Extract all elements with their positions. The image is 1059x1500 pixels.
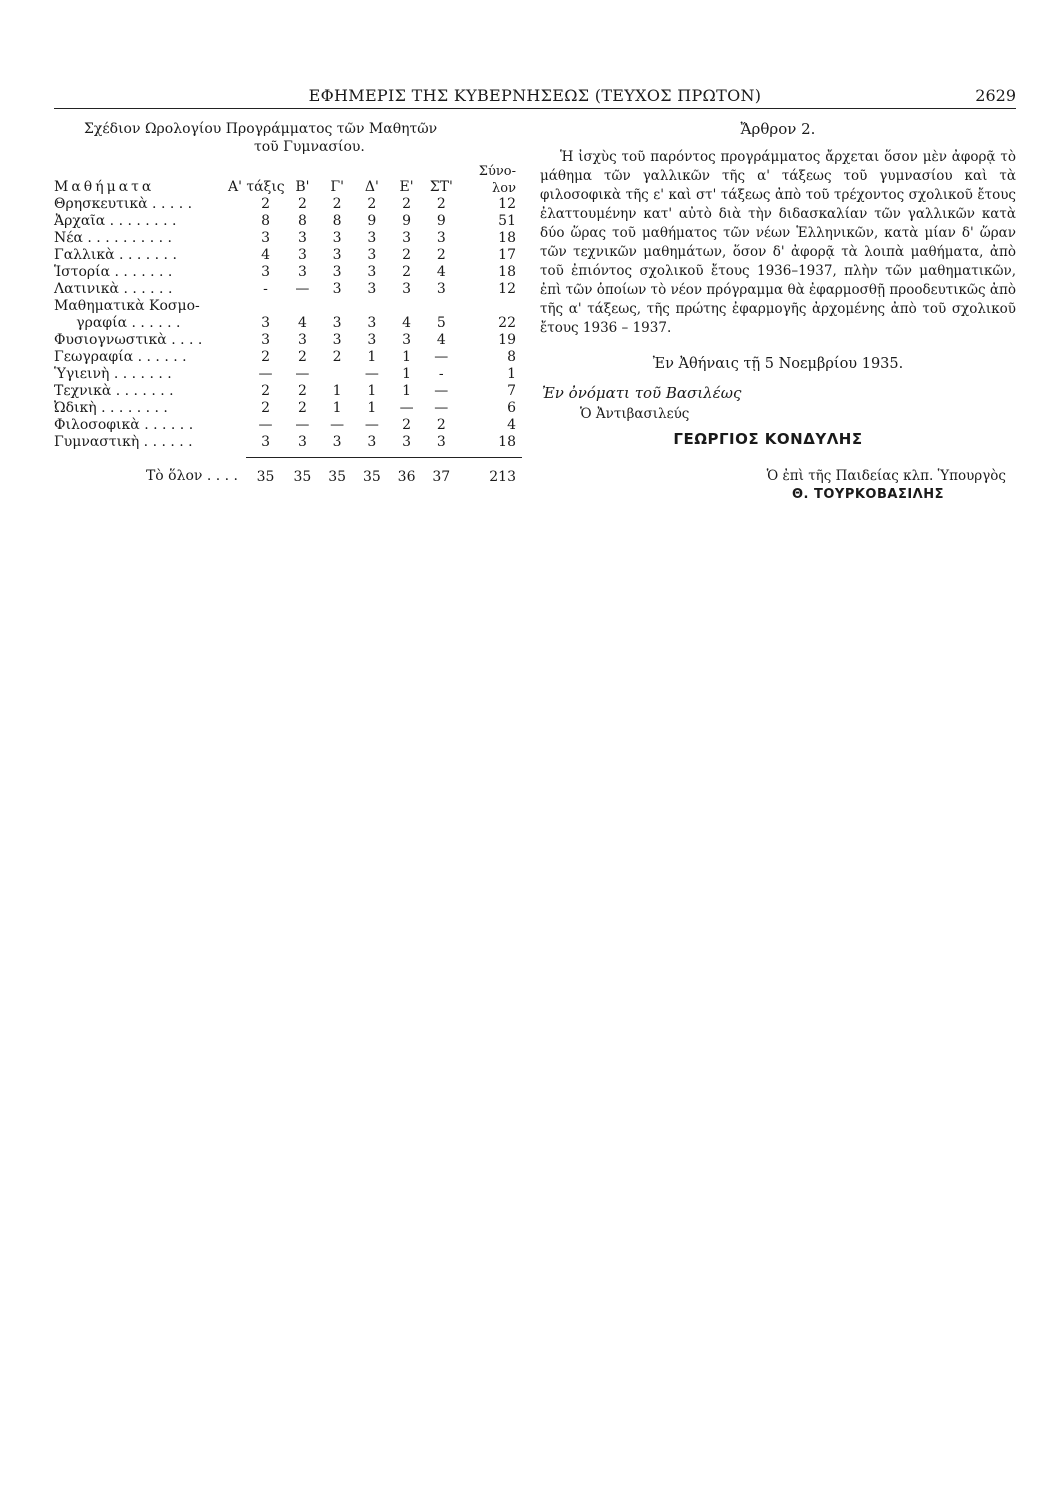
hours-cell: 9 <box>436 213 446 229</box>
hours-cell: 3 <box>332 434 342 450</box>
schedule-title-line2: τοῦ Γυμνασίου. <box>254 139 365 155</box>
hours-cell: 4 <box>402 315 412 331</box>
schedule-table <box>54 162 522 488</box>
hours-cell: — <box>434 349 449 365</box>
gazette-title: ΕΦΗΜΕΡΙΣ ΤΗΣ ΚΥΒΕΡΝΗΣΕΩΣ (ΤΕΥΧΟΣ ΠΡΩΤΟΝ) <box>308 86 762 105</box>
class-label: τάξις <box>246 179 285 195</box>
hours-cell: 1 <box>367 400 377 416</box>
row-total-cell: 1 <box>507 366 516 382</box>
hours-cell: 2 <box>261 349 270 365</box>
row-total-cell: 18 <box>498 230 516 246</box>
hours-cell: 2 <box>402 264 412 280</box>
hours-cell: 3 <box>332 230 342 246</box>
table-row <box>54 366 522 383</box>
class-header: Ε' <box>399 179 414 195</box>
hours-cell: — <box>434 383 449 399</box>
page-number: 2629 <box>975 86 1016 105</box>
hours-cell: — <box>364 417 379 433</box>
row-total-cell: 22 <box>498 315 516 331</box>
schedule-title <box>54 120 524 156</box>
row-total-cell: 18 <box>498 264 516 280</box>
hours-cell: - <box>263 281 268 297</box>
hours-cell: 2 <box>297 196 307 212</box>
hours-cell: 3 <box>402 230 412 246</box>
hours-cell: 3 <box>367 434 377 450</box>
hours-cell: 2 <box>402 247 412 263</box>
hours-cell: — <box>295 417 310 433</box>
table-row <box>54 213 522 230</box>
subject-cell: Ὠδικὴ . . . . . . . . <box>54 400 168 416</box>
row-total-cell: 51 <box>498 213 516 229</box>
hours-cell: 4 <box>436 332 446 348</box>
hours-cell: 3 <box>367 230 377 246</box>
table-row <box>54 315 522 332</box>
total-cell: 35 <box>293 468 312 485</box>
hours-cell: 3 <box>367 332 377 348</box>
hours-cell <box>424 298 459 315</box>
hours-cell: 3 <box>367 315 377 331</box>
hours-cell: 1 <box>402 349 412 365</box>
hours-cell: 1 <box>402 383 412 399</box>
regent-title: Ὁ Ἀντιβασιλεύς <box>580 406 690 422</box>
hours-cell <box>320 366 355 383</box>
hours-cell: — <box>258 366 273 382</box>
hours-cell <box>320 298 355 315</box>
hours-cell: 2 <box>402 196 412 212</box>
regent-name: ΓΕΩΡΓΙΟΣ ΚΟΝΔΥΛΗΣ <box>673 430 863 448</box>
table-row <box>54 230 522 247</box>
hours-cell: 3 <box>297 434 307 450</box>
total-cell: 35 <box>362 468 381 485</box>
total-cell: 37 <box>432 468 451 485</box>
table-row <box>54 383 522 400</box>
hours-cell: 1 <box>332 400 342 416</box>
hours-cell: 2 <box>332 349 342 365</box>
table-row <box>54 417 522 434</box>
hours-cell: 9 <box>402 213 412 229</box>
grand-total: 213 <box>489 468 516 485</box>
hours-cell: 3 <box>332 315 342 331</box>
subject-cell: Νέα . . . . . . . . . . <box>54 230 172 246</box>
hours-cell: 3 <box>332 281 342 297</box>
hours-cell <box>355 298 390 315</box>
king-line: Ἐν ὀνόματι τοῦ Βασιλέως <box>542 384 742 402</box>
table-row <box>54 281 522 298</box>
subject-cell: Γαλλικὰ . . . . . . . <box>54 247 177 263</box>
schedule-section <box>54 120 524 488</box>
hours-cell: 8 <box>261 213 270 229</box>
total-header-line1: Σύνο- <box>478 164 516 179</box>
hours-cell: 3 <box>297 230 307 246</box>
hours-cell: 3 <box>367 264 377 280</box>
hours-cell: 2 <box>297 400 307 416</box>
hours-cell: 2 <box>402 417 412 433</box>
hours-cell: 2 <box>261 383 270 399</box>
row-total-cell: 8 <box>507 349 516 365</box>
table-row <box>54 332 522 349</box>
hours-cell: 3 <box>436 281 446 297</box>
class-header: Δ' <box>364 179 379 195</box>
row-total-cell: 12 <box>498 196 516 212</box>
hours-cell: — <box>295 281 310 297</box>
table-row <box>54 264 522 281</box>
total-header-line2: λον <box>492 181 516 196</box>
subject-cell: Ἀρχαῖα . . . . . . . . <box>54 213 177 229</box>
hours-cell: 3 <box>261 332 270 348</box>
row-total-cell <box>459 298 522 315</box>
article-heading: Ἄρθρον 2. <box>740 120 816 138</box>
subject-cell: Γεωγραφία . . . . . . <box>54 349 187 365</box>
hours-cell: 2 <box>436 417 446 433</box>
subjects-header: Μαθήματα <box>54 179 155 195</box>
hours-cell: 9 <box>367 213 377 229</box>
subject-cell: γραφία . . . . . . <box>54 315 181 331</box>
date-line: Ἐν Ἀθήναις τῇ 5 Νοεμβρίου 1935. <box>652 356 904 372</box>
class-header: Γ' <box>330 179 344 195</box>
hours-cell: — <box>399 400 414 416</box>
hours-cell: 2 <box>261 400 270 416</box>
subject-cell: Θρησκευτικὰ . . . . . <box>54 196 193 212</box>
hours-cell: 3 <box>297 247 307 263</box>
hours-cell: 4 <box>261 247 270 263</box>
hours-cell: 2 <box>367 196 377 212</box>
row-total-cell: 6 <box>507 400 516 416</box>
hours-cell: 3 <box>402 434 412 450</box>
hours-cell: 3 <box>367 247 377 263</box>
minister-title: Ὁ ἐπὶ τῆς Παιδείας κλπ. Ὑπουργὸς <box>766 468 1006 484</box>
hours-cell: 8 <box>332 213 342 229</box>
hours-cell: 3 <box>261 230 270 246</box>
hours-cell: 1 <box>367 349 377 365</box>
subject-cell: Φιλοσοφικὰ . . . . . . <box>54 417 194 433</box>
hours-cell: 2 <box>297 383 307 399</box>
subject-cell: Λατινικὰ . . . . . . <box>54 281 173 297</box>
hours-cell: 3 <box>436 230 446 246</box>
schedule-rows <box>54 196 522 451</box>
table-row <box>54 434 522 451</box>
hours-cell: 3 <box>297 264 307 280</box>
table-row <box>54 247 522 264</box>
hours-cell: 3 <box>402 281 412 297</box>
hours-cell: 2 <box>261 196 270 212</box>
minister-name: Θ. ΤΟΥΡΚΟΒΑΣΙΛΗΣ <box>791 487 944 502</box>
table-row <box>54 400 522 417</box>
subject-cell: Τεχνικὰ . . . . . . . <box>54 383 174 399</box>
hours-cell: — <box>258 417 273 433</box>
hours-cell: 2 <box>297 349 307 365</box>
hours-cell: 3 <box>261 434 270 450</box>
total-cell: 36 <box>397 468 416 485</box>
hours-cell: 1 <box>332 383 342 399</box>
hours-cell: 3 <box>261 264 270 280</box>
row-total-cell: 7 <box>507 383 516 399</box>
total-cell: 35 <box>328 468 347 485</box>
hours-cell: — <box>434 400 449 416</box>
row-total-cell: 19 <box>498 332 516 348</box>
article-section <box>540 120 1016 502</box>
row-total-cell: 18 <box>498 434 516 450</box>
table-header-row <box>54 179 522 196</box>
row-total-cell: 4 <box>507 417 516 433</box>
hours-cell: 2 <box>436 196 446 212</box>
hours-cell: 4 <box>297 315 307 331</box>
subject-cell: Ὑγιεινὴ . . . . . . . <box>54 366 172 382</box>
hours-cell <box>246 298 285 315</box>
class-header: ΣΤ' <box>429 179 453 195</box>
subject-cell: Ἱστορία . . . . . . . <box>54 264 173 280</box>
schedule-title-line1: Σχέδιον Ωρολογίου Προγράμματος τῶν Μαθητῶν <box>84 121 438 137</box>
subject-cell: Φυσιογνωστικὰ . . . . <box>54 332 203 348</box>
article-body: Ἡ ἰσχὺς τοῦ παρόντος προγράμματος ἄρχεται ὅσον μὲν ἀφορᾷ τὸ μάθημα τῶν γαλλικῶν τῆς α' τάξεως τοῦ γυμνασίου καὶ τὰ φιλοσοφικὰ τῆς ε' καὶ στ' τάξεως ἀπὸ τοῦ τρέχοντος σχολικοῦ ἔτους ἐλαττουμένην κατ' αὐτὸ διὰ τὴν διδασκαλίαν τῶν γαλλικῶν κατὰ δύο ὥρας τοῦ μαθήματος τῶν νέων Ἑλληνικῶν, κατὰ μίαν δ' ὥραν τῶν τεχνικῶν μαθημάτων, ὅσον δ' ἀφορᾷ τὰ λοιπὰ μαθήματα, ἀπὸ τοῦ ἐπιόντος σχολικοῦ ἔτους 1936–1937, πλὴν τῶν μαθηματικῶν, ἐπὶ τῶν ὁποίων τὸ νέον πρόγραμμα θὰ ἐφαρμοσθῇ προοδευτικῶς ἀπὸ τῆς α' τάξεως, τῆς πρώτης ἐφαρμογῆς ἀρχομένης ἀπὸ τοῦ σχολικοῦ ἔτους 1936 – 1937. <box>540 149 1016 336</box>
hours-cell: — <box>330 417 345 433</box>
subject-cell: Γυμναστικὴ . . . . . . <box>54 434 193 450</box>
row-total-cell: 17 <box>498 247 516 263</box>
hours-cell: 5 <box>436 315 446 331</box>
hours-cell: 3 <box>402 332 412 348</box>
totals-row <box>54 458 522 489</box>
total-cell: 35 <box>256 468 275 485</box>
hours-cell: 3 <box>261 315 270 331</box>
page-header <box>54 86 1016 109</box>
hours-cell: 8 <box>297 213 307 229</box>
subject-cell: Μαθηματικὰ Κοσμο- <box>54 298 200 314</box>
class-header: Β' <box>295 179 310 195</box>
totals-label: Τὸ ὅλον . . . . <box>145 468 238 485</box>
hours-cell: 4 <box>436 264 446 280</box>
hours-cell: 3 <box>436 434 446 450</box>
hours-cell: 3 <box>332 247 342 263</box>
hours-cell: 3 <box>367 281 377 297</box>
hours-cell: 2 <box>332 196 342 212</box>
row-total-cell: 12 <box>498 281 516 297</box>
hours-cell: 1 <box>402 366 412 382</box>
table-row <box>54 298 522 315</box>
hours-cell: 2 <box>436 247 446 263</box>
table-row <box>54 349 522 366</box>
hours-cell: 1 <box>367 383 377 399</box>
hours-cell: — <box>364 366 379 382</box>
hours-cell: - <box>438 366 444 382</box>
table-row <box>54 196 522 213</box>
hours-cell <box>285 298 320 315</box>
class-header: Α' <box>228 179 242 195</box>
hours-cell <box>389 298 424 315</box>
hours-cell: 3 <box>332 332 342 348</box>
hours-cell: 3 <box>297 332 307 348</box>
hours-cell: 3 <box>332 264 342 280</box>
hours-cell: — <box>295 366 310 382</box>
